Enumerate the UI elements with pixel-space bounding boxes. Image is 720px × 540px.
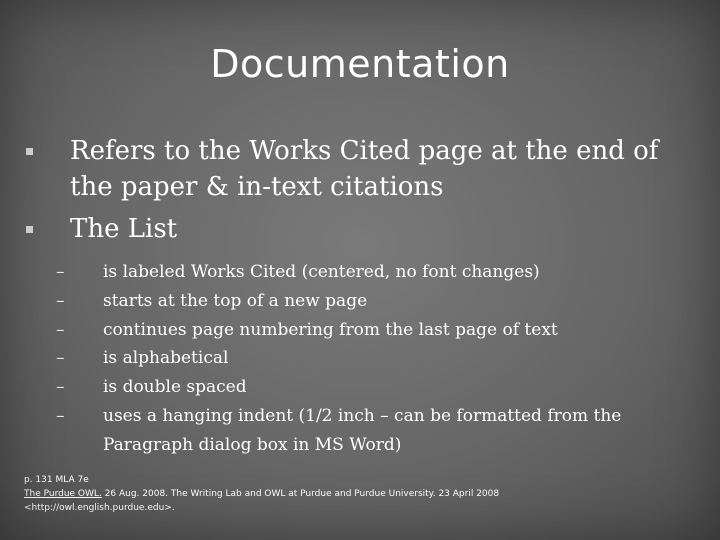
bullet-list xyxy=(26,133,686,253)
bullet-item xyxy=(26,211,686,247)
citation-url: <http://owl.english.purdue.edu>. xyxy=(24,503,175,513)
dash-icon: – xyxy=(56,290,65,311)
dash-icon: – xyxy=(56,319,65,340)
slide-title: Documentation xyxy=(210,42,510,86)
bullet-item xyxy=(26,133,686,205)
sub-bullet-item xyxy=(56,373,656,402)
sub-bullet-text: uses a hanging indent (1/2 inch – can be formatted from the Paragraph dialog box in MS Word) xyxy=(103,405,622,455)
dash-icon: – xyxy=(56,262,65,282)
bullet-text: Refers to the Works Cited page at the end of the paper & in-text citations xyxy=(70,136,659,202)
citation-source-title: The Purdue OWL. xyxy=(24,489,102,499)
citation-line: p. 131 MLA 7e xyxy=(24,475,89,485)
square-bullet-icon xyxy=(26,226,33,233)
sub-bullet-item xyxy=(56,316,656,345)
sub-bullet-item xyxy=(56,344,656,373)
citation-line xyxy=(24,487,704,501)
citation-source-details: 26 Aug. 2008. The Writing Lab and OWL at Purdue and Purdue University. 23 April 2008 xyxy=(101,489,500,499)
dash-icon: – xyxy=(56,348,65,369)
sub-bullet-text: starts at the top of a new page xyxy=(103,290,368,311)
dash-icon: – xyxy=(56,377,65,398)
dash-icon: – xyxy=(56,405,65,426)
sub-bullet-item xyxy=(56,258,656,287)
sub-bullet-text: is alphabetical xyxy=(103,348,229,369)
sub-bullet-item xyxy=(56,287,656,316)
citation-footnote xyxy=(24,473,704,515)
sub-bullet-list xyxy=(56,258,656,460)
square-bullet-icon xyxy=(26,148,33,155)
sub-bullet-text: continues page numbering from the last page of text xyxy=(103,319,558,340)
sub-bullet-item xyxy=(56,402,656,460)
sub-bullet-text: is double spaced xyxy=(103,377,247,398)
sub-bullet-text: is labeled Works Cited (centered, no font changes) xyxy=(103,262,540,282)
bullet-text: The List xyxy=(70,214,178,244)
